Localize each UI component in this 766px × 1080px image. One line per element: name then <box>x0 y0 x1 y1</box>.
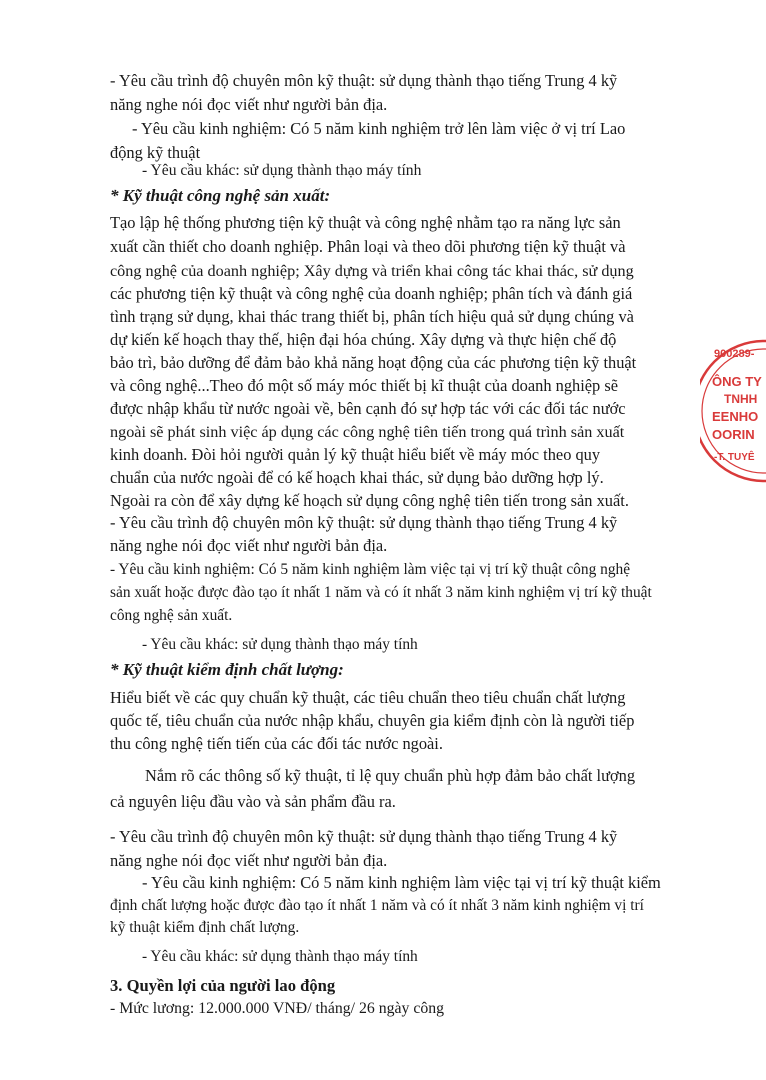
seal-text: OORIN <box>712 427 755 442</box>
text-line: Tạo lập hệ thống phương tiện kỹ thuật và công nghệ nhằm tạo ra năng lực sản <box>110 213 621 232</box>
text-line: dự kiến kế hoạch thay thế, hiện đại hóa chúng. Xây dựng và thực hiện chế độ <box>110 330 617 349</box>
text-line: - Yêu cầu trình độ chuyên môn kỹ thuật: sử dụng thành thạo tiếng Trung 4 kỹ <box>110 827 618 846</box>
seal-text: 900289- <box>714 348 755 360</box>
seal-text: TNHH <box>724 392 758 406</box>
text-line: ngoài sẽ phát sinh việc áp dụng các công nghệ tiên tiến trong quá trình sản xuất <box>110 423 625 441</box>
text-line: động kỹ thuật <box>110 143 201 162</box>
text-line: - Yêu cầu kinh nghiệm: Có 5 năm kinh nghiệm làm việc tại vị trí kỹ thuật kiểm <box>142 873 661 892</box>
text-line: và công nghệ...Theo đó một số máy móc thiết bị kĩ thuật của doanh nghiệp sẽ <box>110 376 618 395</box>
text-line: công nghệ của doanh nghiệp; Xây dựng và triển khai công tác khai thác, sử dụng <box>110 262 634 280</box>
text-line: - Yêu cầu trình độ chuyên môn kỹ thuật: sử dụng thành thạo tiếng Trung 4 kỹ <box>110 513 618 532</box>
text-line: sản xuất hoặc được đào tạo ít nhất 1 năm và có ít nhất 3 năm kinh nghiệm vị trí kỹ thuật <box>110 584 652 601</box>
text-line: - Yêu cầu khác: sử dụng thành thạo máy tính <box>142 636 418 653</box>
text-line: thu công nghệ tiến tiến của các đối tác nước ngoài. <box>110 734 443 753</box>
text-line: - Yêu cầu kinh nghiệm: Có 5 năm kinh nghiệm trở lên làm việc ở vị trí Lao <box>132 119 626 138</box>
text-line: kinh doanh. Đòi hỏi người quản lý kỹ thuật hiểu biết về máy móc theo quy <box>110 445 601 464</box>
text-line: - Yêu cầu khác: sử dụng thành thạo máy tính <box>142 162 422 179</box>
section-heading-quality-inspection: * Kỹ thuật kiểm định chất lượng: <box>110 660 344 679</box>
text-line: được nhập khẩu từ nước ngoài về, bên cạnh đó sự hợp tác với các đối tác nước <box>110 399 626 418</box>
seal-text: -T. TUYÊ <box>714 452 755 463</box>
text-line: chuẩn của nước ngoài để có kế hoạch khai thác, sử dụng bảo dưỡng hợp lý. <box>110 468 604 487</box>
text-line: - Yêu cầu khác: sử dụng thành thạo máy tính <box>142 948 418 965</box>
text-line: công nghệ sản xuất. <box>110 607 233 624</box>
text-line: tình trạng sử dụng, khai thác trang thiết bị, phân tích hiệu quả sử dụng chúng và <box>110 307 634 326</box>
text-line: Hiểu biết về các quy chuẩn kỹ thuật, các tiêu chuẩn theo tiêu chuẩn chất lượng <box>110 688 626 707</box>
salary-line: - Mức lương: 12.000.000 VNĐ/ tháng/ 26 ngày công <box>110 1000 445 1017</box>
section-heading-production-technology: * Kỹ thuật công nghệ sản xuất: <box>110 186 331 205</box>
text-line: Ngoài ra còn để xây dựng kế hoạch sử dụng công nghệ tiên tiến trong sản xuất. <box>110 491 629 510</box>
company-seal <box>700 336 766 486</box>
text-line: quốc tế, tiêu chuẩn của nước nhập khẩu, chuyên gia kiểm định còn là người tiếp <box>110 711 635 730</box>
text-line: bảo trì, bảo dưỡng để đảm bảo khả năng hoạt động của các phương tiện kỹ thuật <box>110 353 637 372</box>
text-line: năng nghe nói đọc viết như người bản địa. <box>110 95 388 114</box>
section-heading-benefits: 3. Quyền lợi của người lao động <box>110 976 336 995</box>
text-line: - Yêu cầu kinh nghiệm: Có 5 năm kinh nghiệm làm việc tại vị trí kỹ thuật công nghệ <box>110 561 631 578</box>
text-line: các phương tiện kỹ thuật và công nghệ của doanh nghiệp; phân tích và đánh giá <box>110 284 633 303</box>
text-line: Nắm rõ các thông số kỹ thuật, tỉ lệ quy chuẩn phù hợp đảm bảo chất lượng <box>145 766 636 785</box>
text-line: kỹ thuật kiểm định chất lượng. <box>110 919 300 936</box>
text-line: xuất cần thiết cho doanh nghiệp. Phân loại và theo dõi phương tiện kỹ thuật và <box>110 237 626 256</box>
text-line: năng nghe nói đọc viết như người bản địa. <box>110 536 388 555</box>
text-line: định chất lượng hoặc được đào tạo ít nhất 1 năm và có ít nhất 3 năm kinh nghiệm vị trí <box>110 897 644 914</box>
text-line: năng nghe nói đọc viết như người bản địa. <box>110 851 388 870</box>
text-line: cả nguyên liệu đầu vào và sản phẩm đầu ra. <box>110 792 396 811</box>
seal-text: EENHO <box>712 409 759 424</box>
text-line: - Yêu cầu trình độ chuyên môn kỹ thuật: sử dụng thành thạo tiếng Trung 4 kỹ <box>110 71 618 90</box>
seal-text: ÔNG TY <box>712 374 762 389</box>
